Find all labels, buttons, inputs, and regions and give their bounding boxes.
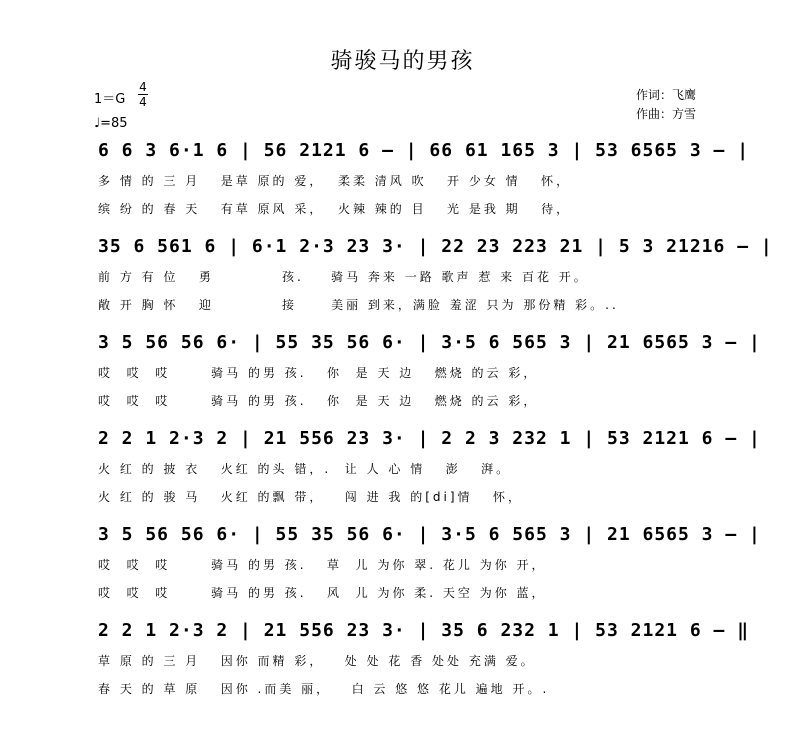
credits <box>636 86 696 124</box>
score-row-4 <box>90 428 761 524</box>
lyrics-verse-2: 火 红 的 骏 马 火红 的飘 带， 闯 进 我 的[di]情 怀， <box>98 490 523 504</box>
lyrics-verse-1: 哎 哎 哎 骑马 的男 孩. 草 儿 为你 翠. 花儿 为你 开， <box>98 558 547 572</box>
score-row-2 <box>90 236 773 332</box>
lyrics-verse-2: 敞 开 胸 怀 迎 接 美丽 到来，满脸 羞涩 只为 那份精 彩。.. <box>98 298 619 312</box>
composer: 作曲：方雪 <box>636 107 697 121</box>
lyrics-verse-1: 哎 哎 哎 骑马 的男 孩. 你 是 天 边 燃烧 的云 彩， <box>98 366 539 380</box>
time-signature-bottom: 4 <box>139 95 147 109</box>
score-row-1 <box>90 140 750 236</box>
score-row-5 <box>90 524 761 620</box>
time-signature-top: 4 <box>139 80 147 94</box>
lyrics-verse-1: 草 原 的 三 月 因你 而精 彩， 处 处 花 香 处处 充满 爱。 <box>98 654 536 668</box>
lyrics-verse-2: 春 天 的 草 原 因你 .而美 丽， 白 云 悠 悠 花儿 遍地 开。. <box>98 682 550 696</box>
lyrics-verse-2: 哎 哎 哎 骑马 的男 孩. 你 是 天 边 燃烧 的云 彩， <box>98 394 539 408</box>
song-title: 骑骏马的男孩 <box>330 49 475 74</box>
lyricist: 作词：飞鹰 <box>636 88 697 102</box>
notation-line: 2 2 1 2·3 2 | 21 556 23 3· | 35 6 232 1 | 53 2121 6 – ‖ <box>98 620 750 641</box>
tempo-marking: ♩=85 <box>94 116 128 131</box>
notation-line: 3 5 56 56 6· | 55 35 56 6· | 3·5 6 565 3 | 21 6565 3 – | <box>98 332 761 353</box>
notation-line: 6 6 3 6·1 6 | 56 2121 6 – | 66 61 165 3 | 53 6565 3 – | <box>98 140 750 161</box>
score-row-6 <box>90 620 750 716</box>
lyrics-verse-2: 缤 纷 的 春 天 有草 原风 采， 火辣 辣的 目 光 是我 期 待， <box>98 202 572 216</box>
notation-line: 35 6 561 6 | 6·1 2·3 23 3· | 22 23 223 21 | 5 3 21216 – | <box>98 236 773 257</box>
lyrics-verse-1: 火 红 的 披 衣 火红 的头 错，. 让 人 心 情 澎 湃。 <box>98 462 512 476</box>
score-row-3 <box>90 332 761 428</box>
lyrics-verse-1: 多 情 的 三 月 是草 原的 爱， 柔柔 清风 吹 开 少女 情 怀， <box>98 174 572 188</box>
key-signature: 1＝G <box>94 92 126 107</box>
lyrics-verse-2: 哎 哎 哎 骑马 的男 孩. 风 儿 为你 柔. 天空 为你 蓝， <box>98 586 547 600</box>
lyrics-verse-1: 前 方 有 位 勇 孩. 骑马 奔来 一路 歌声 惹 来 百花 开。 <box>98 270 589 284</box>
notation-line: 3 5 56 56 6· | 55 35 56 6· | 3·5 6 565 3 | 21 6565 3 – | <box>98 524 761 545</box>
time-signature <box>138 80 148 109</box>
notation-line: 2 2 1 2·3 2 | 21 556 23 3· | 2 2 3 232 1 | 53 2121 6 – | <box>98 428 761 449</box>
